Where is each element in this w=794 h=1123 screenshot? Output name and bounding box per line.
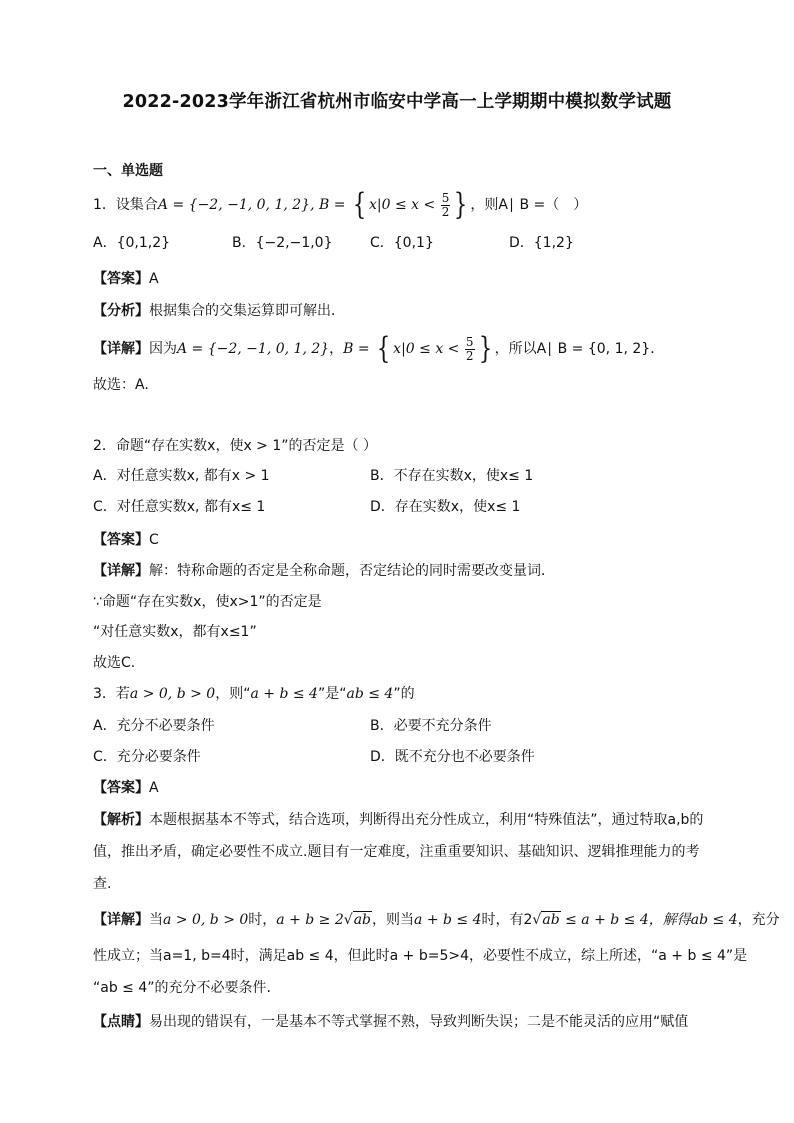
fraction-denominator: 2 xyxy=(465,348,474,363)
radicand: ab xyxy=(542,912,560,928)
detail-part: ，充分 xyxy=(737,912,780,928)
q1-prefix: 1．设集合 xyxy=(93,197,158,213)
detail-proposition: a + b ≤ 4 xyxy=(414,912,482,928)
analysis-text: 本题根据基本不等式，结合选项，判断得出充分性成立，利用“特殊值法”，通过特取a,b的 xyxy=(149,812,704,828)
q2-detail xyxy=(93,562,555,580)
right-brace-icon: } xyxy=(478,331,492,366)
q3-is: ”是“ xyxy=(317,686,347,702)
q1-detail xyxy=(93,331,665,366)
q3-analysis-line2: 值，推出矛盾，确定必要性不成立.题目有一定难度，注重重要知识、基础知识、逻辑推理能力的考 xyxy=(93,844,700,860)
q1-choice: 故选：A. xyxy=(93,377,149,393)
detail-part: 时， xyxy=(248,912,277,928)
q2-option-d: D．存在实数x，使x≤ 1 xyxy=(370,499,521,515)
q2-answer xyxy=(93,531,159,549)
answer-value: A xyxy=(149,271,159,287)
radicand: ab xyxy=(353,912,372,928)
tips-text: 易出现的错误有，一是基本不等式掌握不熟，导致判断失误；二是不能灵活的应用“赋值 xyxy=(149,1014,689,1030)
q3-analysis-line3: 查. xyxy=(93,876,112,892)
analysis-tag: 【分析】 xyxy=(93,303,149,319)
square-root: √ab xyxy=(532,912,560,928)
detail-set-b: B = xyxy=(343,341,370,357)
detail-set-a: A = {−2, −1, 0, 1, 2} xyxy=(177,341,330,357)
detail-set-b-inner: x|0 ≤ x < xyxy=(393,341,460,357)
fraction-numerator: 5 xyxy=(441,190,450,205)
detail-condition: a > 0, b > 0 xyxy=(163,912,249,928)
q3-answer xyxy=(93,779,159,797)
answer-value: A xyxy=(149,780,159,796)
q2-option-c: C．对任意实数x, 都有x≤ 1 xyxy=(93,499,266,515)
q3-detail-line3: “ab ≤ 4”的充分不必要条件. xyxy=(93,980,271,996)
detail-tag: 【详解】 xyxy=(93,912,149,928)
q1-option-b: B．{−2,−1,0} xyxy=(232,235,333,251)
detail-tag: 【详解】 xyxy=(93,563,149,579)
q3-option-a: A．充分不必要条件 xyxy=(93,718,215,734)
section-heading-single-choice: 一、单选题 xyxy=(93,163,163,179)
q3-option-b: B．必要不充分条件 xyxy=(370,718,492,734)
analysis-text: 根据集合的交集运算即可解出． xyxy=(149,303,345,319)
q1-tail: ，则A∣ B =（ ） xyxy=(470,197,588,213)
q3-proposition-p: a + b ≤ 4 xyxy=(250,686,318,702)
q3-mid: ，则“ xyxy=(215,686,251,702)
analysis-tag: 【解析】 xyxy=(93,812,149,828)
question-1-stem xyxy=(93,187,588,222)
question-3-stem xyxy=(93,685,415,703)
q2-option-a: A．对任意实数x, 都有x > 1 xyxy=(93,468,270,484)
q2-option-b: B．不存在实数x，使x≤ 1 xyxy=(370,468,534,484)
question-2-stem: 2．命题“存在实数x，使x > 1”的否定是（ ） xyxy=(93,438,377,454)
q3-detail-line1 xyxy=(93,911,780,929)
detail-pre: 因为 xyxy=(149,341,177,357)
q1-set-b-inner: x|0 ≤ x < xyxy=(369,197,436,213)
detail-tag: 【详解】 xyxy=(93,341,149,357)
q1-option-c: C．{0,1} xyxy=(370,235,434,251)
answer-tag: 【答案】 xyxy=(93,780,149,796)
fraction-five-halves xyxy=(465,336,475,363)
fraction-numerator: 5 xyxy=(465,334,474,349)
detail-part: 当 xyxy=(149,912,163,928)
q3-tips xyxy=(93,1013,688,1031)
q1-analysis xyxy=(93,302,345,320)
square-root: √ab xyxy=(343,912,372,928)
q2-detail-line2: ∵命题“存在实数x，使x>1”的否定是 xyxy=(93,594,322,610)
page-title: 2022-2023学年浙江省杭州市临安中学高一上学期期中模拟数学试题 xyxy=(122,92,672,112)
q1-set-b-head: , B = xyxy=(310,197,346,213)
q1-set-a: A = {−2, −1, 0, 1, 2} xyxy=(157,197,311,213)
detail-inequality: a + b ≥ 2 xyxy=(276,912,344,928)
answer-tag: 【答案】 xyxy=(93,271,149,287)
answer-value: C xyxy=(149,532,159,548)
detail-tail: ，所以A∣ B = {0, 1, 2}． xyxy=(494,341,665,357)
q3-end: ”的 xyxy=(393,686,415,702)
right-brace-icon: } xyxy=(454,187,468,222)
fraction-denominator: 2 xyxy=(441,204,450,219)
q3-proposition-q: ab ≤ 4 xyxy=(346,686,394,702)
detail-part: 时，有2 xyxy=(481,912,533,928)
q2-detail-line3: “对任意实数x，都有x≤1” xyxy=(93,624,257,640)
q3-detail-line2: 性成立；当a=1, b=4时，满足ab ≤ 4，但此时a + b=5>4，必要性不成立，综上所述，“a + b ≤ 4”是 xyxy=(93,948,748,964)
q2-choice: 故选C. xyxy=(93,655,136,671)
left-brace-icon: { xyxy=(376,331,391,366)
detail-text: 解：特称命题的否定是全称命题，否定结论的同时需要改变量词． xyxy=(149,563,555,579)
fraction-five-halves xyxy=(441,192,451,219)
q3-option-d: D．既不充分也不必要条件 xyxy=(370,749,535,765)
tips-tag: 【点睛】 xyxy=(93,1014,149,1030)
detail-result: ab ≤ 4 xyxy=(690,912,738,928)
detail-part: ，则当 xyxy=(372,912,415,928)
q1-option-d: D．{1,2} xyxy=(509,235,574,251)
q3-analysis-line1 xyxy=(93,811,703,829)
q3-prefix: 3．若 xyxy=(93,686,130,702)
q3-option-c: C．充分必要条件 xyxy=(93,749,201,765)
answer-tag: 【答案】 xyxy=(93,532,149,548)
detail-comma: ， xyxy=(329,341,344,357)
detail-chain: ≤ a + b ≤ 4，解得 xyxy=(560,912,691,928)
q1-answer xyxy=(93,270,159,288)
q3-condition: a > 0, b > 0 xyxy=(129,686,216,702)
left-brace-icon: { xyxy=(352,187,367,222)
q1-option-a: A．{0,1,2} xyxy=(93,235,171,251)
